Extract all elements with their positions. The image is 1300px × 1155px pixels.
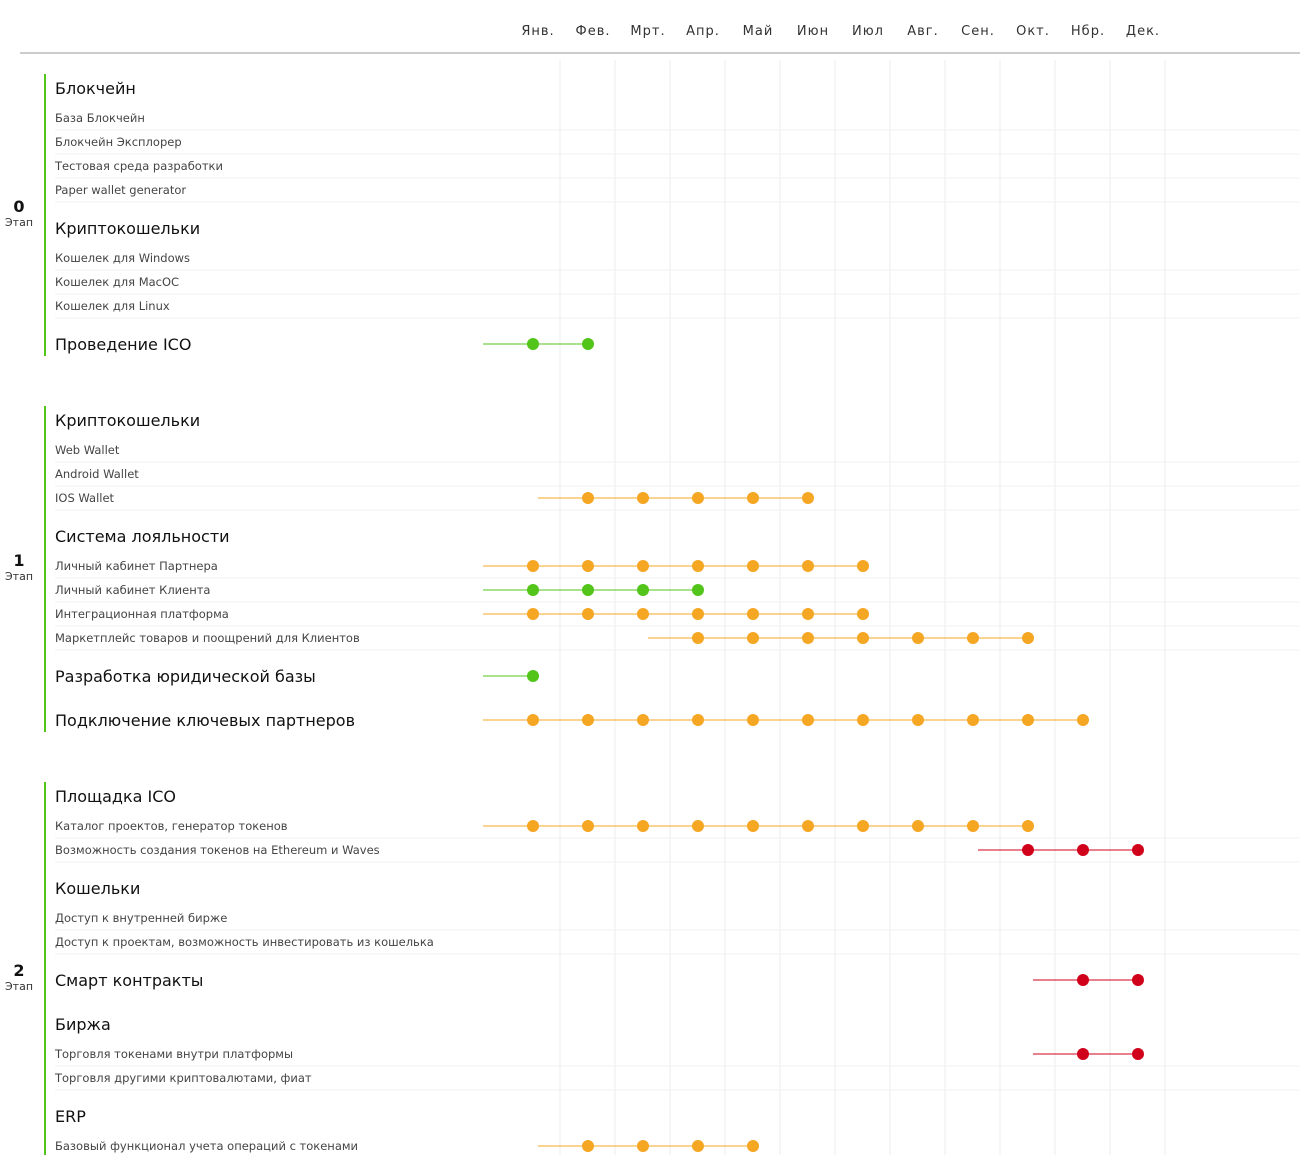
milestone-dot <box>582 1140 594 1152</box>
milestone-dot <box>802 820 814 832</box>
month-label: Май <box>742 24 774 39</box>
task-label: Личный кабинет Партнера <box>55 559 218 573</box>
task-label: Web Wallet <box>55 443 120 457</box>
task-label: Возможность создания токенов на Ethereum и Waves <box>55 843 380 857</box>
month-label: Апр. <box>686 24 720 39</box>
month-header <box>20 24 1300 53</box>
task-label: Личный кабинет Клиента <box>55 583 211 597</box>
milestone-dot <box>857 714 869 726</box>
task-label: Android Wallet <box>55 467 139 481</box>
milestone-dot <box>802 714 814 726</box>
task-label: Кошелек для Windows <box>55 251 191 265</box>
task-label: Торговля токенами внутри платформы <box>55 1047 294 1061</box>
stages <box>5 74 1300 1155</box>
milestone-dot <box>857 632 869 644</box>
stage-word: Этап <box>4 980 34 993</box>
task-row <box>55 135 1300 154</box>
milestone-dot <box>1132 844 1144 856</box>
milestone-dot <box>527 560 539 572</box>
group-row <box>55 787 176 806</box>
task-label: Торговля другими криптовалютами, фиат <box>55 1071 312 1085</box>
task-row <box>55 183 1300 202</box>
stage-number: 1 <box>13 551 25 570</box>
task-label: База Блокчейн <box>55 111 145 125</box>
group-label: ERP <box>55 1107 86 1126</box>
task-label: IOS Wallet <box>55 491 115 505</box>
month-grid <box>560 60 1165 1155</box>
group-row <box>55 971 1144 990</box>
task-row <box>55 299 1300 318</box>
milestone-dot <box>967 820 979 832</box>
milestone-dot <box>1077 1048 1089 1060</box>
milestone-dot <box>857 560 869 572</box>
milestone-dot <box>637 608 649 620</box>
milestone-dot <box>747 714 759 726</box>
milestone-dot <box>857 608 869 620</box>
milestone-dot <box>747 632 759 644</box>
month-label: Янв. <box>521 24 555 39</box>
milestone-dot <box>637 560 649 572</box>
group-row <box>55 879 140 898</box>
group-row <box>55 335 594 354</box>
month-label: Июл <box>852 24 884 39</box>
task-label: Базовый функционал учета операций с токенами <box>55 1139 359 1153</box>
milestone-dot <box>912 820 924 832</box>
task-row <box>55 583 1300 602</box>
milestone-dot <box>1022 632 1034 644</box>
milestone-dot <box>747 492 759 504</box>
task-row <box>54 1071 1300 1090</box>
month-label: Нбр. <box>1070 24 1106 39</box>
task-label: Тестовая среда разработки <box>55 159 223 173</box>
task-label: Кошелек для Linux <box>55 299 170 313</box>
task-label: Доступ к проектам, возможность инвестировать из кошелька <box>55 935 434 949</box>
milestone-dot <box>692 584 704 596</box>
stage-word: Этап <box>4 570 34 583</box>
milestone-dot <box>692 632 704 644</box>
milestone-dot <box>747 608 759 620</box>
task-row <box>55 819 1300 838</box>
milestone-dot <box>692 820 704 832</box>
month-label: Мрт. <box>630 24 666 39</box>
group-label: Биржа <box>55 1015 111 1034</box>
month-label: Дек. <box>1125 24 1161 39</box>
task-row <box>55 631 1300 650</box>
group-row <box>55 711 1089 730</box>
milestone-dot <box>527 338 539 350</box>
group-row <box>55 527 230 546</box>
task-label: Маркетплейс товаров и поощрений для Клиентов <box>55 631 360 645</box>
milestone-dot <box>637 584 649 596</box>
task-row <box>55 275 1300 294</box>
task-label: Кошелек для MacOC <box>55 275 180 289</box>
stage-1 <box>5 406 1300 732</box>
milestone-dot <box>582 338 594 350</box>
stage-word: Этап <box>4 216 34 229</box>
group-row <box>55 219 200 238</box>
milestone-dot <box>527 714 539 726</box>
group-row <box>55 411 200 430</box>
month-label: Июн <box>796 24 830 39</box>
stage-0 <box>5 74 1300 356</box>
group-row <box>55 1015 111 1034</box>
milestone-dot <box>527 670 539 682</box>
milestone-dot <box>1077 844 1089 856</box>
task-row <box>55 467 1300 486</box>
task-row <box>55 1139 1300 1155</box>
task-row <box>55 251 1300 270</box>
milestone-dot <box>802 608 814 620</box>
milestone-dot <box>527 608 539 620</box>
milestone-dot <box>637 820 649 832</box>
month-label: Окт. <box>1016 24 1050 39</box>
milestone-dot <box>527 820 539 832</box>
milestone-dot <box>692 1140 704 1152</box>
milestone-dot <box>582 560 594 572</box>
milestone-dot <box>747 1140 759 1152</box>
group-label: Смарт контракты <box>55 971 204 990</box>
group-label: Блокчейн <box>55 79 136 98</box>
task-label: Блокчейн Эксплорер <box>55 135 182 149</box>
milestone-dot <box>857 820 869 832</box>
group-label: Разработка юридической базы <box>55 667 316 686</box>
milestone-dot <box>692 492 704 504</box>
task-row <box>55 111 1300 130</box>
task-row <box>54 159 1300 178</box>
milestone-dot <box>967 714 979 726</box>
group-row <box>55 1107 86 1126</box>
task-row <box>55 491 1300 510</box>
milestone-dot <box>747 820 759 832</box>
group-label: Проведение ICO <box>55 335 192 354</box>
milestone-dot <box>912 714 924 726</box>
milestone-dot <box>1077 974 1089 986</box>
milestone-dot <box>1022 714 1034 726</box>
milestone-dot <box>1022 820 1034 832</box>
milestone-dot <box>802 632 814 644</box>
stage-number: 0 <box>13 197 25 216</box>
milestone-dot <box>802 492 814 504</box>
task-row <box>55 443 1300 462</box>
milestone-dot <box>637 1140 649 1152</box>
milestone-dot <box>967 632 979 644</box>
milestone-dot <box>582 714 594 726</box>
task-row <box>55 935 1300 954</box>
milestone-dot <box>692 608 704 620</box>
task-label: Paper wallet generator <box>55 183 187 197</box>
task-row <box>55 843 1300 862</box>
task-label: Каталог проектов, генератор токенов <box>55 819 288 833</box>
group-label: Подключение ключевых партнеров <box>55 711 356 730</box>
group-label: Криптокошельки <box>55 411 201 430</box>
milestone-dot <box>747 560 759 572</box>
milestone-dot <box>582 584 594 596</box>
task-row <box>55 911 1300 930</box>
month-label: Авг. <box>907 24 939 39</box>
task-label: Интеграционная платформа <box>55 607 229 621</box>
milestone-dot <box>1077 714 1089 726</box>
month-label: Фев. <box>575 24 611 39</box>
task-label: Доступ к внутренней бирже <box>55 911 228 925</box>
task-row <box>54 1047 1300 1066</box>
stage-number: 2 <box>13 961 25 980</box>
milestone-dot <box>637 714 649 726</box>
task-row <box>55 607 1300 626</box>
milestone-dot <box>527 584 539 596</box>
group-row <box>55 79 136 98</box>
group-row <box>55 667 539 686</box>
group-label: Система лояльности <box>55 527 230 546</box>
group-label: Криптокошельки <box>55 219 201 238</box>
stage-2 <box>5 782 1300 1155</box>
milestone-dot <box>912 632 924 644</box>
group-label: Кошельки <box>55 879 141 898</box>
milestone-dot <box>1132 1048 1144 1060</box>
milestone-dot <box>692 714 704 726</box>
milestone-dot <box>802 560 814 572</box>
milestone-dot <box>1022 844 1034 856</box>
month-label: Сен. <box>961 24 995 39</box>
milestone-dot <box>692 560 704 572</box>
milestone-dot <box>1132 974 1144 986</box>
milestone-dot <box>582 820 594 832</box>
milestone-dot <box>637 492 649 504</box>
task-row <box>55 559 1300 578</box>
milestone-dot <box>582 608 594 620</box>
milestone-dot <box>582 492 594 504</box>
group-label: Площадка ICO <box>55 787 177 806</box>
